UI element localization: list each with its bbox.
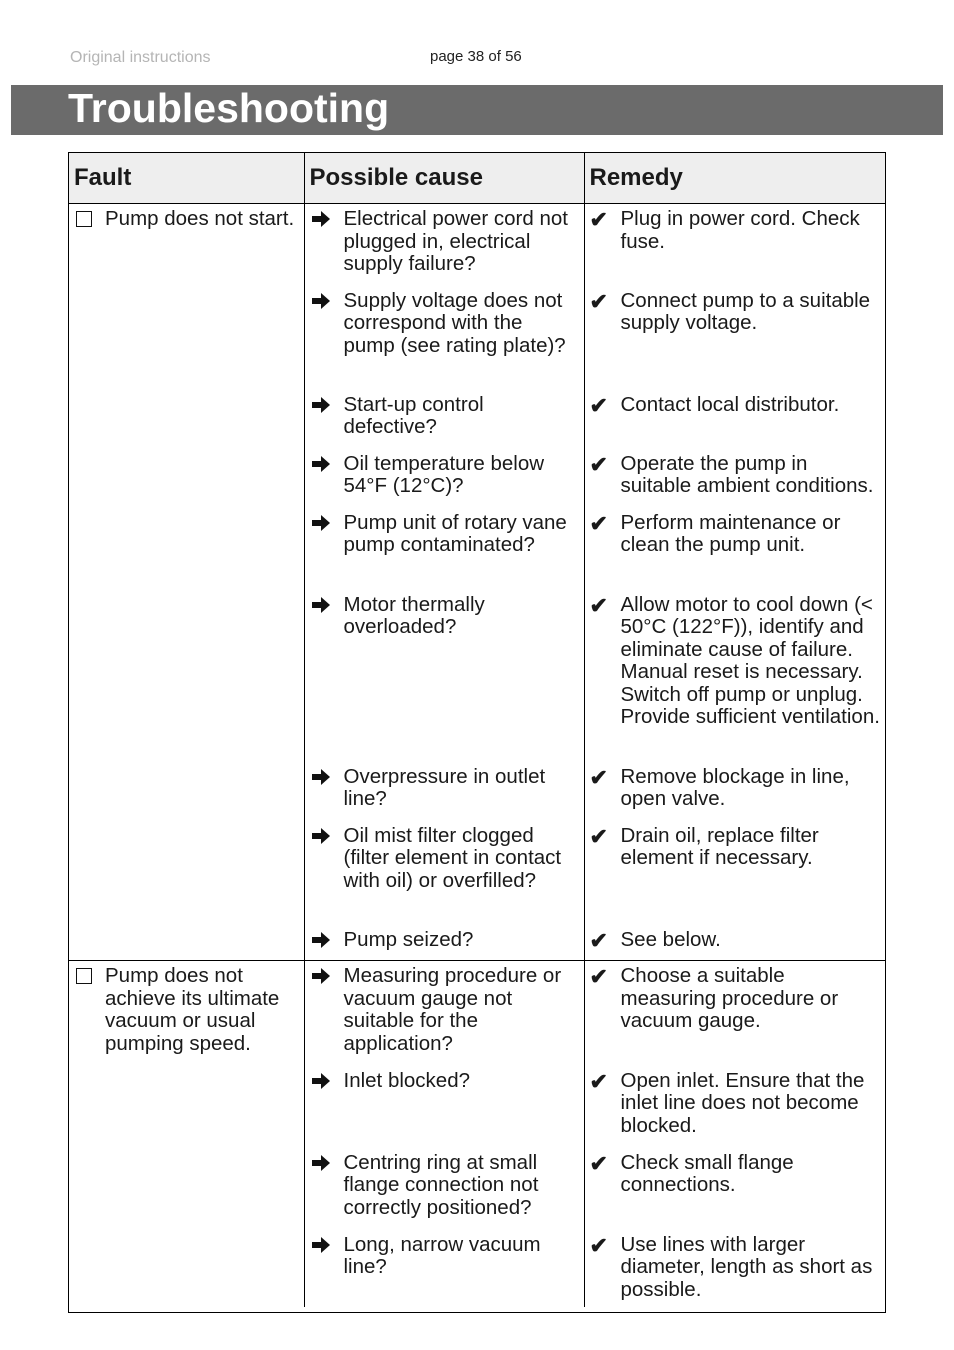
arrow-right-icon: [310, 929, 344, 952]
table-row: [69, 961, 885, 1066]
cause-item: [306, 287, 583, 358]
cause-text: Electrical power cord not plugged in, electrical supply failure?: [343, 207, 568, 275]
troubleshooting-grid: [69, 153, 885, 1307]
checkmark-icon: ✔: [589, 288, 608, 314]
arrow-right-icon: [310, 965, 344, 1055]
checkmark-icon: ✔: [589, 964, 608, 989]
cause-cell: [304, 1230, 584, 1307]
cause-item: [306, 926, 583, 952]
arrow-right-icon: [310, 453, 344, 498]
cause-text: Pump seized?: [343, 927, 474, 951]
table-body: [69, 204, 885, 1307]
arrow-right-icon: [310, 1152, 344, 1220]
remedy-text: See below.: [620, 927, 721, 951]
cause-text: Start-up control defective?: [343, 392, 484, 438]
checkmark-icon: ✔: [589, 1232, 608, 1258]
remedy-item: [586, 391, 885, 417]
cause-item: [306, 1149, 583, 1220]
checkmark-icon: ✔: [589, 1150, 608, 1176]
header-document-label: Original instructions: [70, 49, 211, 66]
cause-text: Motor thermally overloaded?: [343, 592, 485, 638]
cause-cell: [304, 204, 584, 286]
remedy-cell: [584, 449, 885, 508]
cause-cell: [304, 390, 584, 449]
arrow-right-icon: [310, 1234, 344, 1279]
checkmark-icon: ✔: [589, 207, 608, 232]
remedy-cell: [584, 925, 885, 961]
table-row: [69, 204, 885, 286]
arrow-right-icon: [310, 594, 344, 639]
fault-item: [70, 962, 303, 1055]
column-header-remedy: Remedy: [584, 153, 885, 204]
remedy-text: Allow motor to cool down (< 50°C (122°F)), identify and eliminate cause of failure. Manual reset is necessary. Switch off pump or unplug. Provide sufficient ventilation.: [620, 592, 880, 728]
cause-cell: [304, 961, 584, 1066]
cause-cell: [304, 925, 584, 961]
table-header-row: [69, 153, 885, 204]
remedy-text: Drain oil, replace filter element if necessary.: [620, 823, 819, 869]
checkmark-icon: ✔: [589, 927, 608, 953]
cause-item: [306, 763, 583, 811]
cause-item: [306, 591, 583, 639]
remedy-item: [586, 962, 885, 1033]
fault-item: [70, 205, 303, 231]
remedy-item: [586, 287, 885, 335]
fault-cell: [69, 204, 304, 961]
remedy-text: Remove blockage in line, open valve.: [620, 764, 850, 810]
remedy-cell: [584, 1148, 885, 1230]
fault-text: Pump does not achieve its ultimate vacuum or usual pumping speed.: [105, 964, 280, 1055]
remedy-text: Open inlet. Ensure that the inlet line does not become blocked.: [620, 1068, 865, 1137]
remedy-item: [586, 205, 885, 253]
remedy-cell: [584, 1230, 885, 1307]
arrow-right-icon: [310, 290, 344, 358]
remedy-cell: [584, 821, 885, 925]
cause-cell: [304, 1066, 584, 1148]
checkmark-icon: ✔: [589, 1068, 608, 1094]
remedy-item: [586, 591, 885, 729]
cause-text: Inlet blocked?: [343, 1068, 471, 1092]
cause-cell: [304, 508, 584, 590]
cause-item: [306, 1067, 583, 1093]
cause-cell: [304, 762, 584, 821]
remedy-text: Plug in power cord. Check fuse.: [620, 207, 860, 253]
cause-cell: [304, 449, 584, 508]
cause-item: [306, 962, 583, 1055]
fault-text: Pump does not start.: [105, 207, 295, 230]
checkmark-icon: ✔: [589, 510, 608, 536]
remedy-cell: [584, 286, 885, 390]
cause-item: [306, 509, 583, 557]
remedy-cell: [584, 204, 885, 286]
remedy-cell: [584, 390, 885, 449]
cause-text: Measuring procedure or vacuum gauge not suitable for the application?: [343, 964, 562, 1055]
checkbox-square-icon: [76, 968, 92, 984]
remedy-cell: [584, 762, 885, 821]
checkmark-icon: ✔: [589, 592, 608, 618]
remedy-item: [586, 1067, 885, 1138]
remedy-cell: [584, 1066, 885, 1148]
column-header-cause: Possible cause: [304, 153, 584, 204]
remedy-text: Contact local distributor.: [620, 392, 840, 416]
checkbox-square-icon: [76, 211, 92, 227]
troubleshooting-table: [68, 152, 886, 1313]
remedy-item: [586, 926, 885, 952]
arrow-right-icon: [310, 208, 344, 276]
cause-cell: [304, 286, 584, 390]
page-title: Troubleshooting: [68, 85, 390, 131]
cause-text: Oil temperature below 54°F (12°C)?: [343, 451, 545, 497]
remedy-text: Check small flange connections.: [620, 1150, 794, 1196]
arrow-right-icon: [310, 1070, 344, 1093]
title-bar: [11, 85, 943, 135]
remedy-text: Perform maintenance or clean the pump unit.: [620, 510, 841, 556]
checkmark-icon: ✔: [589, 392, 608, 418]
cause-text: Centring ring at small flange connection not correctly positioned?: [343, 1150, 539, 1219]
remedy-item: [586, 450, 885, 498]
cause-item: [306, 450, 583, 498]
remedy-item: [586, 763, 885, 811]
cause-cell: [304, 821, 584, 925]
arrow-right-icon: [310, 766, 344, 811]
remedy-item: [586, 509, 885, 557]
cause-text: Supply voltage does not correspond with the pump (see rating plate)?: [343, 288, 566, 357]
fault-cell: [69, 961, 304, 1307]
cause-cell: [304, 1148, 584, 1230]
remedy-item: [586, 822, 885, 870]
remedy-text: Choose a suitable measuring procedure or vacuum gauge.: [620, 964, 839, 1032]
checkmark-icon: ✔: [589, 451, 608, 477]
column-header-fault: Fault: [69, 153, 304, 204]
remedy-text: Connect pump to a suitable supply voltage.: [620, 288, 871, 334]
arrow-right-icon: [310, 394, 344, 439]
cause-text: Overpressure in outlet line?: [343, 764, 546, 810]
cause-item: [306, 822, 583, 893]
cause-cell: [304, 590, 584, 762]
cause-text: Long, narrow vacuum line?: [343, 1232, 541, 1278]
checkmark-icon: ✔: [589, 823, 608, 849]
cause-item: [306, 1231, 583, 1279]
remedy-text: Operate the pump in suitable ambient conditions.: [620, 451, 874, 497]
cause-text: Pump unit of rotary vane pump contaminated?: [343, 510, 567, 556]
remedy-cell: [584, 508, 885, 590]
remedy-text: Use lines with larger diameter, length as short as possible.: [620, 1232, 873, 1301]
remedy-cell: [584, 961, 885, 1066]
remedy-item: [586, 1149, 885, 1197]
cause-item: [306, 391, 583, 439]
remedy-cell: [584, 590, 885, 762]
arrow-right-icon: [310, 825, 344, 893]
page-number: page 38 of 56: [430, 48, 522, 65]
checkmark-icon: ✔: [589, 764, 608, 790]
arrow-right-icon: [310, 512, 344, 557]
cause-text: Oil mist filter clogged (filter element in contact with oil) or overfilled?: [343, 823, 562, 892]
cause-item: [306, 205, 583, 276]
remedy-item: [586, 1231, 885, 1302]
